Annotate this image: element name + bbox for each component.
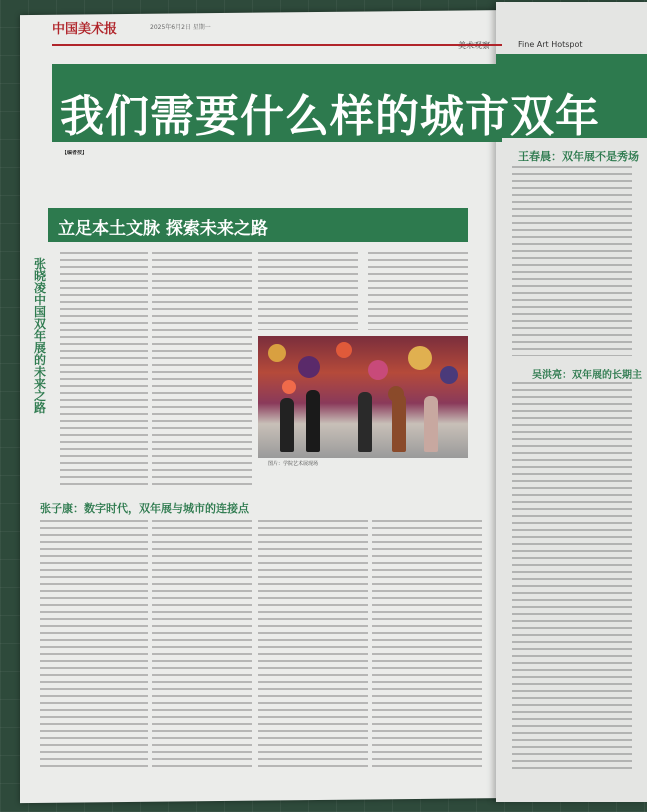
section-label-en: Fine Art Hotspot bbox=[518, 40, 583, 49]
body-column-7 bbox=[258, 520, 368, 770]
photo-blob bbox=[336, 342, 352, 358]
exhibition-photo bbox=[258, 336, 468, 458]
right-headline-2: 吴洪亮：双年展的长期主 bbox=[532, 370, 642, 381]
dateline: 2025年6月2日 星期一 bbox=[150, 24, 211, 31]
photo-blob bbox=[440, 366, 458, 384]
body-column-8 bbox=[372, 520, 482, 770]
visitor-figure bbox=[280, 398, 294, 452]
masthead: 中国美术报 bbox=[52, 22, 118, 37]
vertical-title: 张晓凌 中国双年展的未来之路 bbox=[34, 257, 47, 415]
photo-blob bbox=[298, 356, 320, 378]
second-headline: 张子康：数字时代，双年展与城市的连接点 bbox=[40, 502, 249, 515]
lead-text-label: 【编者按】 bbox=[62, 150, 88, 156]
visitor-figure bbox=[424, 396, 438, 452]
body-column-4 bbox=[368, 252, 468, 330]
photo-blob bbox=[368, 360, 388, 380]
body-column-6 bbox=[152, 520, 252, 770]
body-column-2 bbox=[152, 252, 252, 488]
body-column-5 bbox=[40, 520, 148, 770]
photo-caption: 图片：学院艺术展现场 bbox=[268, 461, 319, 467]
body-column-right-2 bbox=[512, 382, 632, 772]
subtitle: 立足本土文脉 探索未来之路 bbox=[58, 219, 268, 239]
main-headline: 我们需要什么样的城市双年 bbox=[60, 91, 600, 142]
right-headline: 王春晨：双年展不是秀场 bbox=[518, 150, 639, 163]
body-column-1 bbox=[60, 252, 148, 488]
visitor-figure bbox=[358, 392, 372, 452]
body-column-right-1 bbox=[512, 166, 632, 356]
visitor-figure bbox=[392, 394, 406, 452]
lead-text bbox=[62, 150, 492, 208]
body-column-3 bbox=[258, 252, 358, 330]
header-rule bbox=[52, 44, 502, 46]
visitor-figure bbox=[306, 390, 320, 452]
photo-blob bbox=[268, 344, 286, 362]
photo-blob bbox=[408, 346, 432, 370]
photo-blob bbox=[282, 380, 296, 394]
